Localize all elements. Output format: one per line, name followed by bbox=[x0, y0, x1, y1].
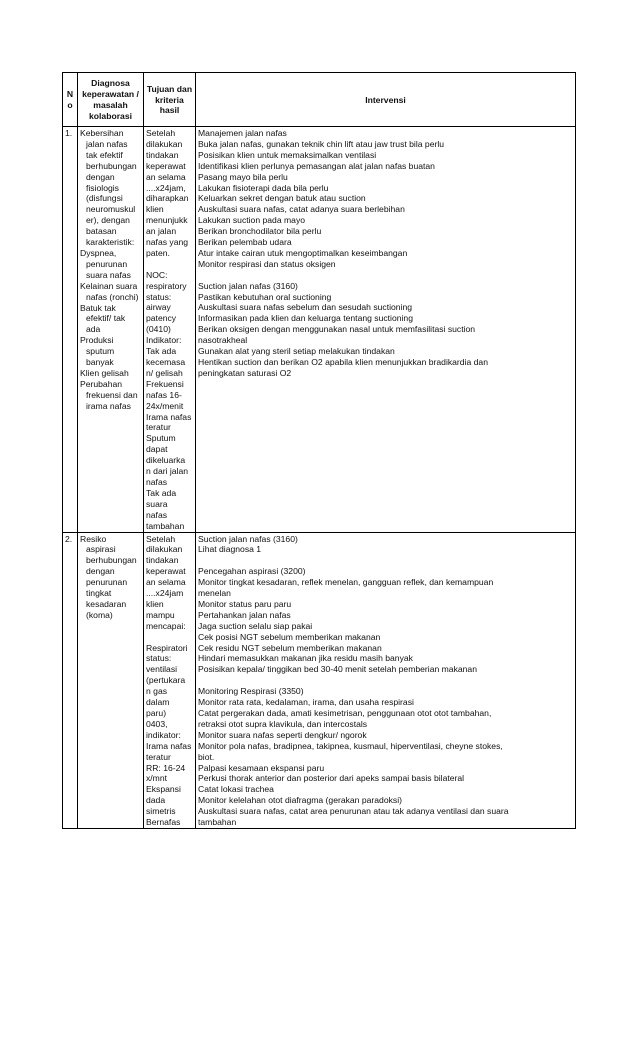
diagnosa-line: (koma) bbox=[86, 609, 113, 620]
intervensi-line: Monitor pola nafas, bradipnea, takipnea, kusmaul, hiperventilasi, cheyne stokes, bbox=[198, 740, 503, 751]
tujuan-line: mampu bbox=[146, 609, 175, 620]
intervensi-line: Catat lokasi trachea bbox=[198, 784, 274, 795]
intervensi-line: Pastikan kebutuhan oral suctioning bbox=[198, 291, 332, 302]
tujuan-line: nafas bbox=[146, 509, 168, 520]
intervensi-line: Monitoring Respirasi (3350) bbox=[198, 686, 304, 697]
tujuan-line: menunjukk bbox=[146, 215, 188, 226]
intervensi-line: Berikan bronchodilator bila perlu bbox=[198, 226, 322, 237]
tujuan-cell bbox=[144, 127, 196, 533]
tujuan-line bbox=[146, 259, 193, 270]
diagnosa-line: Batuk tak bbox=[80, 302, 116, 313]
tujuan-line: Irama nafas bbox=[146, 740, 192, 751]
tujuan-line: NOC: bbox=[146, 269, 168, 280]
intervensi-line: Perkusi thorak anterior dan posterior dari apeks sampai basis bilateral bbox=[198, 773, 465, 784]
tujuan-line: n/ gelisah bbox=[146, 367, 183, 378]
intervensi-line: retraksi otot supra klavikula, dan intercostals bbox=[198, 718, 368, 729]
tujuan-line: dilakukan bbox=[146, 138, 183, 149]
tujuan-line: Setelah bbox=[146, 533, 176, 544]
tujuan-line: 24x/menit bbox=[146, 400, 184, 411]
tujuan-line: tambahan bbox=[146, 520, 185, 531]
intervensi-line: Monitor suara nafas seperti dengkur/ ngorok bbox=[198, 729, 367, 740]
tujuan-line: teratur bbox=[146, 751, 171, 762]
intervensi-line: Identifikasi klien perlunya pemasangan alat jalan nafas buatan bbox=[198, 160, 435, 171]
tujuan-line: 0403, bbox=[146, 718, 168, 729]
intervensi-line: Berikan pelembab udara bbox=[198, 237, 292, 248]
header-no: N o bbox=[63, 73, 78, 127]
intervensi-line: menelan bbox=[198, 588, 231, 599]
intervensi-line: Berikan oksigen dengan menggunakan nasal untuk memfasilitasi suction bbox=[198, 324, 476, 335]
diagnosa-line: dengan bbox=[86, 566, 115, 577]
diagnosa-line: penurunan bbox=[86, 577, 128, 588]
intervensi-line: Gunakan alat yang steril setiap melakukan tindakan bbox=[198, 346, 395, 357]
tujuan-line: an selama bbox=[146, 577, 186, 588]
diagnosa-line: banyak bbox=[86, 357, 114, 368]
diagnosa-cell bbox=[78, 127, 144, 533]
diagnosa-line: irama nafas bbox=[86, 400, 131, 411]
table-row bbox=[63, 127, 576, 533]
intervensi-line: tambahan bbox=[198, 817, 237, 828]
diagnosa-line: neuromuskul bbox=[86, 204, 136, 215]
intervensi-line bbox=[198, 270, 573, 281]
intervensi-line: Auskultasi suara nafas, catat area penurunan atau tak adanya ventilasi dan suara bbox=[198, 806, 509, 817]
tujuan-line: klien bbox=[146, 204, 164, 215]
tujuan-line: nafas bbox=[146, 476, 168, 487]
tujuan-cell bbox=[144, 532, 196, 828]
intervensi-line bbox=[198, 675, 573, 686]
header-intervensi: Intervensi bbox=[196, 73, 576, 127]
tujuan-line: respiratory bbox=[146, 280, 187, 291]
tujuan-line: ventilasi bbox=[146, 664, 178, 675]
tujuan-line: suara bbox=[146, 498, 168, 509]
diagnosa-line: Dyspnea, bbox=[80, 247, 117, 258]
intervensi-line: peningkatan saturasi O2 bbox=[198, 367, 292, 378]
tujuan-line: status: bbox=[146, 653, 172, 664]
tujuan-line: an selama bbox=[146, 171, 186, 182]
diagnosa-line: aspirasi bbox=[86, 544, 116, 555]
intervensi-line: Cek posisi NGT sebelum memberikan makanan bbox=[198, 631, 381, 642]
tujuan-line: status: bbox=[146, 291, 172, 302]
intervensi-line: Keluarkan sekret dengan batuk atau suction bbox=[198, 193, 366, 204]
tujuan-line: simetris bbox=[146, 806, 176, 817]
intervensi-line: Pertahankan jalan nafas bbox=[198, 609, 291, 620]
intervensi-line: Lihat diagnosa 1 bbox=[198, 544, 262, 555]
diagnosa-line: tak efektif bbox=[86, 149, 123, 160]
intervensi-line: Suction jalan nafas (3160) bbox=[198, 280, 298, 291]
intervensi-line: Suction jalan nafas (3160) bbox=[198, 533, 298, 544]
diagnosa-line: karakteristik: bbox=[86, 237, 135, 248]
diagnosa-line: Produksi bbox=[80, 335, 114, 346]
tujuan-line: x/mnt bbox=[146, 773, 168, 784]
header-tujuan: Tujuan dan kriteria hasil bbox=[144, 73, 196, 127]
intervensi-line: Auskultasi suara nafas, catat adanya suara berlebihan bbox=[198, 204, 405, 215]
diagnosa-line: fisiologis bbox=[86, 182, 119, 193]
diagnosa-line: suara nafas bbox=[86, 269, 131, 280]
intervensi-line: Auskultasi suara nafas sebelum dan sesudah suctioning bbox=[198, 302, 413, 313]
tujuan-line: (pertukara bbox=[146, 675, 186, 686]
intervensi-line bbox=[198, 555, 573, 566]
tujuan-line: diharapkan bbox=[146, 193, 189, 204]
intervensi-line: Pencegahan aspirasi (3200) bbox=[198, 566, 306, 577]
tujuan-line: nafas 16- bbox=[146, 389, 182, 400]
intervensi-line: Catat pergerakan dada, amati kesimetrisan, penggunaan otot otot tambahan, bbox=[198, 707, 492, 718]
diagnosa-line: tingkat bbox=[86, 588, 112, 599]
diagnosa-line: Kelainan suara bbox=[80, 280, 138, 291]
intervensi-line: Buka jalan nafas, gunakan teknik chin lift atau jaw trust bila perlu bbox=[198, 138, 445, 149]
tujuan-line: Tak ada bbox=[146, 487, 177, 498]
diagnosa-line: dengan bbox=[86, 171, 115, 182]
tujuan-line: Irama nafas bbox=[146, 411, 192, 422]
table-row bbox=[63, 532, 576, 828]
table-header-row bbox=[63, 73, 576, 127]
tujuan-line: dapat bbox=[146, 444, 168, 455]
intervensi-line: Lakukan fisioterapi dada bila perlu bbox=[198, 182, 329, 193]
tujuan-line: dalam bbox=[146, 697, 170, 708]
diagnosa-line: kesadaran bbox=[86, 598, 127, 609]
header-diagnosa: Diagnosa keperawatan / masalah kolaborasi bbox=[78, 73, 144, 127]
intervensi-cell bbox=[196, 532, 576, 828]
diagnosa-cell bbox=[78, 532, 144, 828]
tujuan-line: Ekspansi bbox=[146, 784, 181, 795]
tujuan-line: indikator: bbox=[146, 729, 181, 740]
diagnosa-line: er), dengan bbox=[86, 215, 130, 226]
diagnosa-line: ada bbox=[86, 324, 101, 335]
diagnosa-line: sputum bbox=[86, 346, 115, 357]
intervensi-line: Posisikan klien untuk memaksimalkan ventilasi bbox=[198, 149, 377, 160]
tujuan-line: tindakan bbox=[146, 149, 179, 160]
tujuan-line: (0410) bbox=[146, 324, 171, 335]
diagnosa-line: batasan bbox=[86, 226, 117, 237]
tujuan-line: teratur bbox=[146, 422, 171, 433]
intervensi-cell bbox=[196, 127, 576, 533]
tujuan-line: Bernafas bbox=[146, 817, 181, 828]
intervensi-line: Monitor status paru paru bbox=[198, 598, 292, 609]
row-number: 1. bbox=[63, 127, 78, 533]
diagnosa-line: Perubahan bbox=[80, 378, 123, 389]
diagnosa-line: efektif/ tak bbox=[86, 313, 126, 324]
intervensi-line: Hentikan suction dan berikan O2 apabila klien menunjukkan bradikardia dan bbox=[198, 357, 488, 368]
intervensi-line: Monitor kelelahan otot diafragma (gerakan paradoksi) bbox=[198, 795, 402, 806]
tujuan-line: airway bbox=[146, 302, 171, 313]
diagnosa-line: nafas (ronchi) bbox=[86, 291, 139, 302]
intervensi-line: nasotrakheal bbox=[198, 335, 248, 346]
tujuan-line: dilakukan bbox=[146, 544, 183, 555]
row-number: 2. bbox=[63, 532, 78, 828]
tujuan-line: Indikator: bbox=[146, 335, 182, 346]
tujuan-line: mencapai: bbox=[146, 620, 186, 631]
intervensi-line: Manajemen jalan nafas bbox=[198, 128, 287, 138]
diagnosa-line: Resiko bbox=[80, 533, 107, 544]
tujuan-line: an jalan bbox=[146, 226, 177, 237]
diagnosa-line: frekuensi dan bbox=[86, 389, 138, 400]
intervensi-line: Atur intake cairan utuk mengoptimalkan keseimbangan bbox=[198, 247, 408, 258]
tujuan-line: nafas yang bbox=[146, 237, 189, 248]
tujuan-line: Tak ada bbox=[146, 346, 177, 357]
tujuan-line: Respiratori bbox=[146, 642, 188, 653]
tujuan-line: keperawat bbox=[146, 566, 186, 577]
tujuan-line: patency bbox=[146, 313, 177, 324]
diagnosa-line: (disfungsi bbox=[86, 193, 123, 204]
intervensi-line: Monitor tingkat kesadaran, reflek menelan, gangguan reflek, dan kemampuan bbox=[198, 577, 494, 588]
tujuan-line: kecemasa bbox=[146, 357, 186, 368]
intervensi-line: Monitor respirasi dan status oksigen bbox=[198, 258, 336, 269]
diagnosa-line: jalan nafas bbox=[86, 138, 128, 149]
diagnosa-line: penurunan bbox=[86, 258, 128, 269]
tujuan-line: dikeluarka bbox=[146, 455, 186, 466]
tujuan-line: paru) bbox=[146, 708, 167, 718]
tujuan-line: tindakan bbox=[146, 555, 179, 566]
diagnosa-line: Klien gelisah bbox=[80, 367, 129, 378]
tujuan-line: dada bbox=[146, 795, 166, 806]
intervensi-line: Pasang mayo bila perlu bbox=[198, 171, 288, 182]
intervensi-line: Lakukan suction pada mayo bbox=[198, 215, 306, 226]
tujuan-line: ....x24jam, bbox=[146, 182, 186, 193]
intervensi-line: Hindari memasukkan makanan jika residu masih banyak bbox=[198, 653, 413, 664]
diagnosa-line: berhubungan bbox=[86, 160, 137, 171]
tujuan-line: klien bbox=[146, 598, 164, 609]
tujuan-line: Frekuensi bbox=[146, 378, 184, 389]
tujuan-line: paten. bbox=[146, 247, 170, 258]
tujuan-line: n gas bbox=[146, 686, 168, 697]
intervensi-line: Cek residu NGT sebelum memberikan makanan bbox=[198, 642, 382, 653]
intervensi-line: Jaga suction selalu siap pakai bbox=[198, 620, 313, 631]
care-plan-table bbox=[62, 72, 576, 829]
tujuan-line: Setelah bbox=[146, 128, 176, 138]
intervensi-line: Monitor rata rata, kedalaman, irama, dan usaha respirasi bbox=[198, 697, 414, 708]
diagnosa-line: berhubungan bbox=[86, 555, 137, 566]
tujuan-line: RR: 16-24 bbox=[146, 762, 186, 773]
tujuan-line: n dari jalan bbox=[146, 466, 189, 477]
diagnosa-line: Kebersihan bbox=[80, 128, 124, 138]
tujuan-line: ....x24jam bbox=[146, 588, 184, 599]
intervensi-line: biot. bbox=[198, 751, 215, 762]
intervensi-line: Informasikan pada klien dan keluarga tentang suctioning bbox=[198, 313, 413, 324]
tujuan-line: keperawat bbox=[146, 160, 186, 171]
intervensi-line: Posisikan kepala/ tinggikan bed 30-40 menit setelah pemberian makanan bbox=[198, 664, 477, 675]
intervensi-line: Palpasi kesamaan ekspansi paru bbox=[198, 762, 325, 773]
tujuan-line: Sputum bbox=[146, 433, 176, 444]
tujuan-line bbox=[146, 632, 193, 643]
